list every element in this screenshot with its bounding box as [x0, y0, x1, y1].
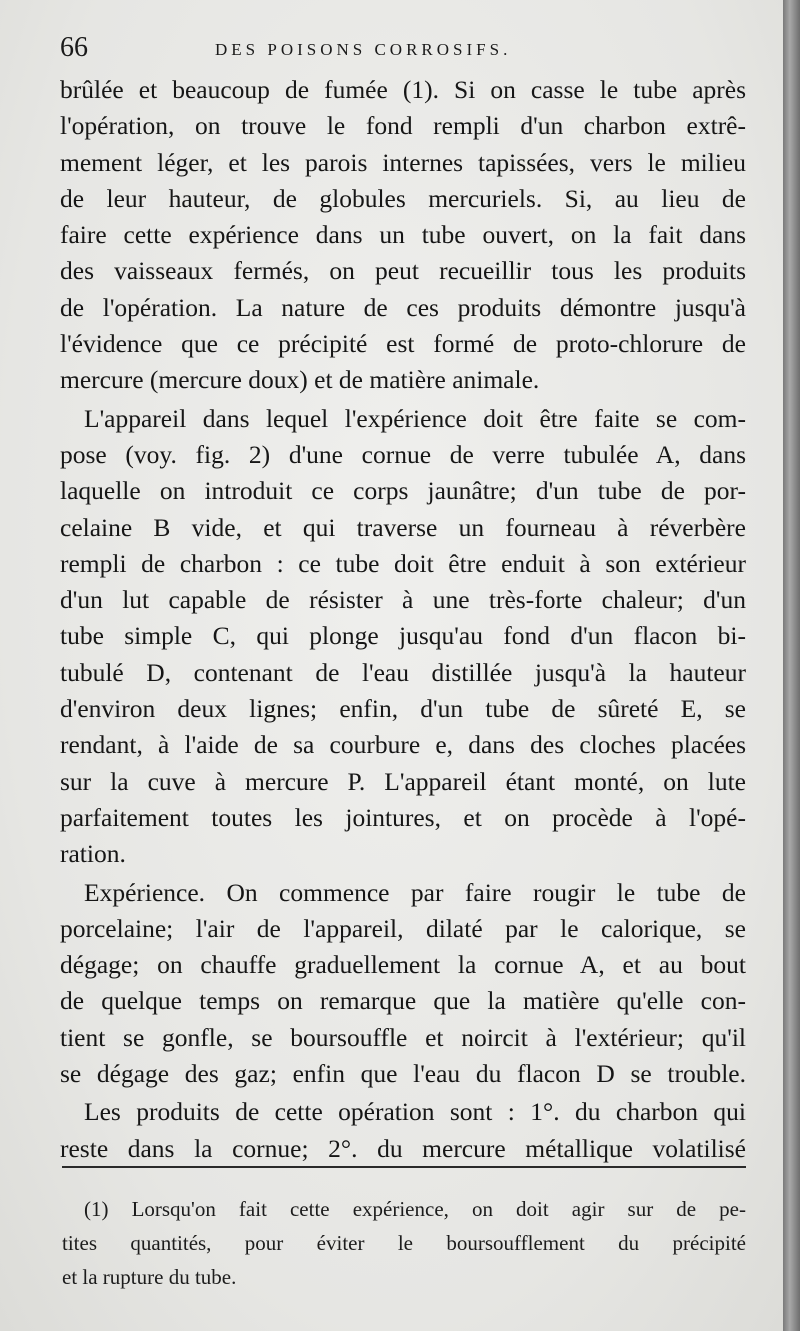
footnote-line: tites quantités, pour éviter le boursoufflement du précipité	[62, 1231, 746, 1255]
text-line: mement léger, et les parois internes tapissées, vers le milieu	[60, 147, 746, 177]
body-text	[60, 72, 746, 1167]
paragraph-start-line: Les produits de cette opération sont : 1°. du charbon qui	[84, 1097, 746, 1127]
page-edge-shadow	[783, 0, 800, 1331]
text-line: des vaisseaux fermés, on peut recueillir tous les produits	[60, 256, 746, 286]
paragraph-start-line: Expérience. On commence par faire rougir le tube de	[84, 877, 746, 907]
text-line: de leur hauteur, de globules mercuriels. Si, au lieu de	[60, 183, 746, 213]
text-line: reste dans la cornue; 2°. du mercure métallique volatilisé	[60, 1133, 746, 1163]
text-line: laquelle on introduit ce corps jaunâtre; d'un tube de por-	[60, 476, 746, 506]
text-line: d'environ deux lignes; enfin, d'un tube de sûreté E, se	[60, 694, 746, 724]
running-title: DES POISONS CORROSIFS.	[215, 40, 512, 59]
text-line: tube simple C, qui plonge jusqu'au fond d'un flacon bi-	[60, 621, 746, 651]
text-line: dégage; on chauffe graduellement la cornue A, et au bout	[60, 950, 746, 980]
footnote-divider	[62, 1166, 746, 1168]
paragraph-end-line: ration.	[60, 839, 126, 869]
text-line: tient se gonfle, se boursouffle et noircit à l'extérieur; qu'il	[60, 1022, 746, 1052]
page-number: 66	[60, 32, 88, 63]
footnote-line: et la rupture du tube.	[62, 1265, 237, 1289]
text-line: l'opération, on trouve le fond rempli d'un charbon extrê-	[60, 111, 746, 141]
text-line: de l'opération. La nature de ces produits démontre jusqu'à	[60, 292, 746, 322]
text-line: sur la cuve à mercure P. L'appareil étant monté, on lute	[60, 766, 746, 796]
text-line: pose (voy. fig. 2) d'une cornue de verre tubulée A, dans	[60, 439, 746, 469]
text-line: d'un lut capable de résister à une très-forte chaleur; d'un	[60, 585, 746, 615]
text-line: l'évidence que ce précipité est formé de proto-chlorure de	[60, 329, 746, 359]
footnote	[62, 1192, 746, 1294]
text-line: celaine B vide, et qui traverse un fourneau à réverbère	[60, 512, 746, 542]
paragraph-start-line: L'appareil dans lequel l'expérience doit être faite se com-	[84, 403, 746, 433]
text-line: faire cette expérience dans un tube ouvert, on la fait dans	[60, 220, 746, 250]
page-header	[60, 32, 760, 72]
text-line: porcelaine; l'air de l'appareil, dilaté par le calorique, se	[60, 913, 746, 943]
footnote-line: (1) Lorsqu'on fait cette expérience, on doit agir sur de pe-	[84, 1197, 746, 1221]
text-line: brûlée et beaucoup de fumée (1). Si on casse le tube après	[60, 75, 746, 104]
paragraph-end-line: mercure (mercure doux) et de matière animale.	[60, 365, 540, 395]
text-line: de quelque temps on remarque que la matière qu'elle con-	[60, 986, 746, 1016]
text-line: tubulé D, contenant de l'eau distillée jusqu'à la hauteur	[60, 657, 746, 687]
text-line: se dégage des gaz; enfin que l'eau du flacon D se trouble.	[60, 1059, 746, 1089]
text-line: rempli de charbon : ce tube doit être enduit à son extérieur	[60, 548, 746, 578]
text-line: parfaitement toutes les jointures, et on procède à l'opé-	[60, 802, 746, 832]
text-line: rendant, à l'aide de sa courbure e, dans des cloches placées	[60, 730, 746, 760]
